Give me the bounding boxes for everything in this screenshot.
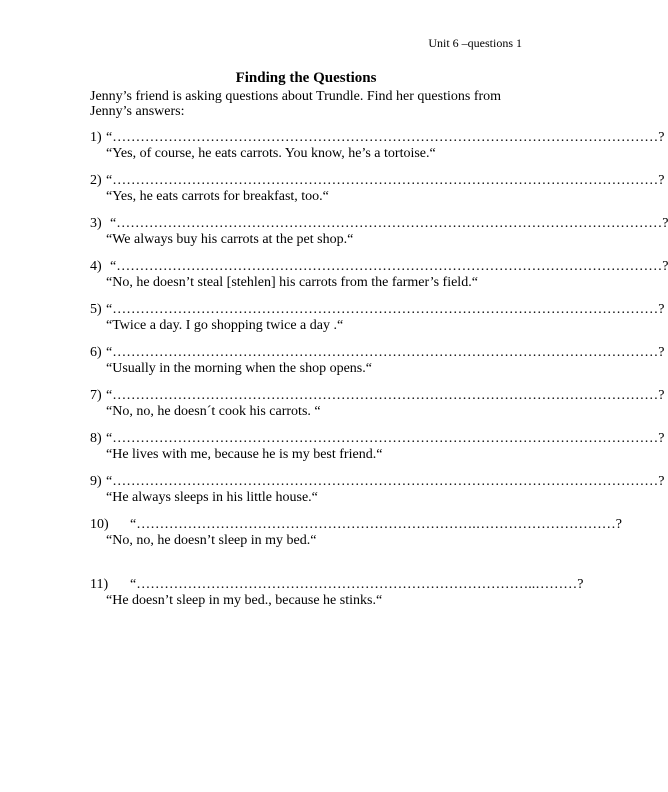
answer-text: “We always buy his carrots at the pet shop.“ (106, 232, 354, 247)
question-number: 6) (90, 345, 102, 360)
answer-text: “He lives with me, because he is my best friend.“ (106, 447, 383, 462)
question-item-8 (90, 431, 665, 474)
page-title: Finding the Questions (235, 70, 377, 86)
question-number: 4) (90, 259, 102, 274)
question-item-10 (90, 517, 622, 577)
question-item-7 (90, 388, 665, 431)
question-blank-line: “………………………………………………………………………………………………………? (106, 302, 665, 317)
question-number: 1) (90, 130, 102, 145)
question-number: 5) (90, 302, 102, 317)
question-item-5 (90, 302, 665, 345)
question-number: 10) (90, 517, 109, 532)
question-item-6 (90, 345, 665, 388)
answer-text: “He doesn’t sleep in my bed., because he stinks.“ (106, 593, 383, 608)
question-blank-line: “………………………………………………………………………………………………………? (110, 259, 668, 274)
question-item-1 (90, 130, 665, 173)
question-number: 3) (90, 216, 102, 231)
question-number: 11) (90, 577, 109, 592)
answer-text: “Yes, of course, he eats carrots. You know, he’s a tortoise.“ (106, 146, 436, 161)
answer-text: “He always sleeps in his little house.“ (106, 490, 318, 505)
question-item-9 (90, 474, 665, 517)
instructions-text: Jenny’s friend is asking questions about Trundle. Find her questions from Jenny’s answers: (90, 89, 502, 119)
question-blank-line: “………………………………………………………………………………………………………? (110, 216, 668, 231)
question-number: 2) (90, 173, 102, 188)
question-item-3 (90, 216, 668, 259)
question-number: 8) (90, 431, 102, 446)
answer-text: “No, no, he doesn’t sleep in my bed.“ (106, 533, 317, 548)
question-list (90, 130, 668, 620)
question-blank-line: “………………………………………………………………………………………………………? (106, 388, 665, 403)
page-header: Unit 6 –questions 1 (428, 36, 522, 50)
answer-text: “Yes, he eats carrots for breakfast, too.“ (106, 189, 329, 204)
question-blank-line: “……………………………………………………………….…………………………? (130, 517, 622, 532)
question-blank-line: “…………………………………………………………………………..………? (130, 577, 584, 592)
answer-text: “No, no, he doesn´t cook his carrots. “ (106, 404, 321, 419)
question-blank-line: “………………………………………………………………………………………………………? (106, 431, 665, 446)
question-number: 9) (90, 474, 102, 489)
question-item-2 (90, 173, 665, 216)
question-blank-line: “………………………………………………………………………………………………………? (106, 130, 665, 145)
answer-text: “Usually in the morning when the shop opens.“ (106, 361, 372, 376)
question-item-11 (90, 577, 584, 620)
question-blank-line: “………………………………………………………………………………………………………? (106, 173, 665, 188)
question-blank-line: “………………………………………………………………………………………………………? (106, 474, 665, 489)
question-number: 7) (90, 388, 102, 403)
question-item-4 (90, 259, 668, 302)
question-blank-line: “………………………………………………………………………………………………………? (106, 345, 665, 360)
answer-text: “No, he doesn’t steal [stehlen] his carrots from the farmer’s field.“ (106, 275, 478, 290)
answer-text: “Twice a day. I go shopping twice a day .“ (106, 318, 344, 333)
